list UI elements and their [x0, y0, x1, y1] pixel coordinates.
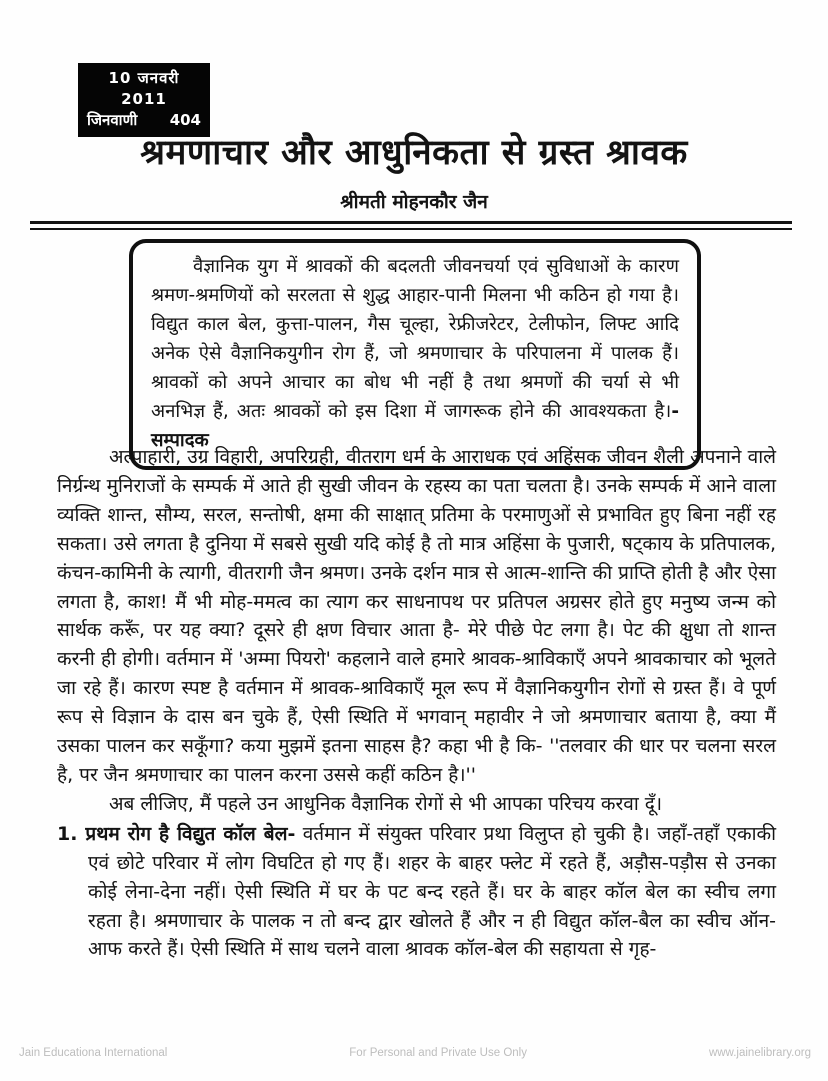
page-number: 404	[169, 111, 201, 129]
editor-note-box	[129, 239, 701, 470]
magazine-name: जिनवाणी	[87, 111, 138, 129]
issue-date: 10 जनवरी 2011	[108, 69, 180, 108]
double-rule-divider	[30, 221, 792, 230]
footer-left: Jain Educationa International	[19, 1047, 168, 1059]
list-item-1	[57, 820, 776, 965]
editor-note-text: वैज्ञानिक युग में श्रावकों की बदलती जीवनचर्या एवं सुविधाओं के कारण श्रमण-श्रमणियों को सरलता से शुद्ध आहार-पानी मिलना भी कठिन हो गया है। विद्युत काल बेल, कुत्ता-पालन, गैस चूल्हा, रेफ्रीजरेटर, टेलीफोन, लिफ्ट आदि अनेक ऐसे वैज्ञानिकयुगीन रोग हैं, जो श्रमणाचार के परिपालना में पालक हैं। श्रावकों को अपने आचार का बोध भी नहीं है तथा श्रमणों की चर्या से भी अनभिज्ञ हैं, अतः श्रावकों को इस दिशा में जागरूक होने की आवश्यकता है।	[151, 256, 679, 422]
article-body	[57, 443, 776, 964]
article-title: श्रमणाचार और आधुनिकता से ग्रस्त श्रावक	[140, 133, 688, 173]
list-item-1-text: वर्तमान में संयुक्त परिवार प्रथा विलुप्त हो चुकी है। जहाँ-तहाँ एकाकी एवं छोटे परिवार में लोग विघटित हो गए हैं। शहर के बाहर फ्लेट में रहते हैं, अड़ौस-पड़ौस से उनका कोई लेना-देना नहीं। ऐसी स्थिति में घर के पट बन्द रहते हैं। घर के बाहर कॉल बेल का स्वीच लगा रहता है। श्रमणाचार के पालक न तो बन्द द्वार खोलते हैं और न ही विद्युत कॉल-बैल का स्वीच ऑन-आफ करते हैं। ऐसी स्थिति में साथ चलने वाला श्रावक कॉल-बेल की सहायता से गृह-	[88, 822, 777, 961]
issue-plate	[78, 63, 210, 137]
list-item-1-heading: 1. प्रथम रोग है विद्युत कॉल बेल-	[57, 822, 296, 845]
footer-right: www.jainelibrary.org	[708, 1047, 811, 1059]
paragraph-1: अल्पाहारी, उग्र विहारी, अपरिग्रही, वीतराग धर्म के आराधक एवं अहिंसक जीवन शैली अपनाने वाले निर्ग्रन्थ मुनिराजों के सम्पर्क में आते ही सुखी जीवन के रहस्य का पता चलता है। उनके सम्पर्क में आने वाला व्यक्ति शान्त, सौम्य, सरल, सन्तोषी, क्षमा की साक्षात् प्रतिमा के परमाणुओं से प्रभावित हुए बिना नहीं रह सकता। उसे लगता है दुनिया में सबसे सुखी यदि कोई है तो मात्र अहिंसा के पुजारी, षट्काय के प्रतिपालक, कंचन-कामिनी के त्यागी, वीतरागी जैन श्रमण। उनके दर्शन मात्र से आत्म-शान्ति की प्राप्ति होती है और ऐसा लगता है, काश! मैं भी मोह-ममत्व का त्याग कर साधनापथ पर प्रतिपल अग्रसर होते हुए मनुष्य जन्म को सार्थक करूँ, पर यह क्या? दूसरे ही क्षण विचार आता है- मेरे पीछे पेट लगा है। पेट की क्षुधा तो शान्त करनी ही होगी। वर्तमान में 'अम्मा पियरो' कहलाने वाले हमारे श्रावक-श्राविकाएँ अपने श्रावकाचार को भूलते जा रहे हैं। कारण स्पष्ट है वर्तमान में श्रावक-श्राविकाएँ मूल रूप में वैज्ञानिकयुगीन रोगों से ग्रस्त हैं। वे पूर्ण रूप से विज्ञान के दास बन चुके हैं, ऐसी स्थिति में भगवान् महावीर ने जो श्रमणाचार बताया है, क्या मैं उसका पालन कर सकूँगा? कया मुझमें इतना साहस है? कहा भी है कि- ''तलवार की धार पर चलना सरल है, पर जैन श्रमणाचार का पालन करना उससे कहीं कठिन है।''	[57, 446, 776, 786]
article-author: श्रीमती मोहनकौर जैन	[340, 191, 488, 213]
footer-center: For Personal and Private Use Only	[349, 1047, 527, 1059]
paragraph-2: अब लीजिए, मैं पहले उन आधुनिक वैज्ञानिक रोगों से भी आपका परिचय करवा दूँ।	[109, 792, 663, 815]
scan-footer	[19, 1047, 811, 1059]
editor-signature: -सम्पादक	[151, 401, 679, 451]
